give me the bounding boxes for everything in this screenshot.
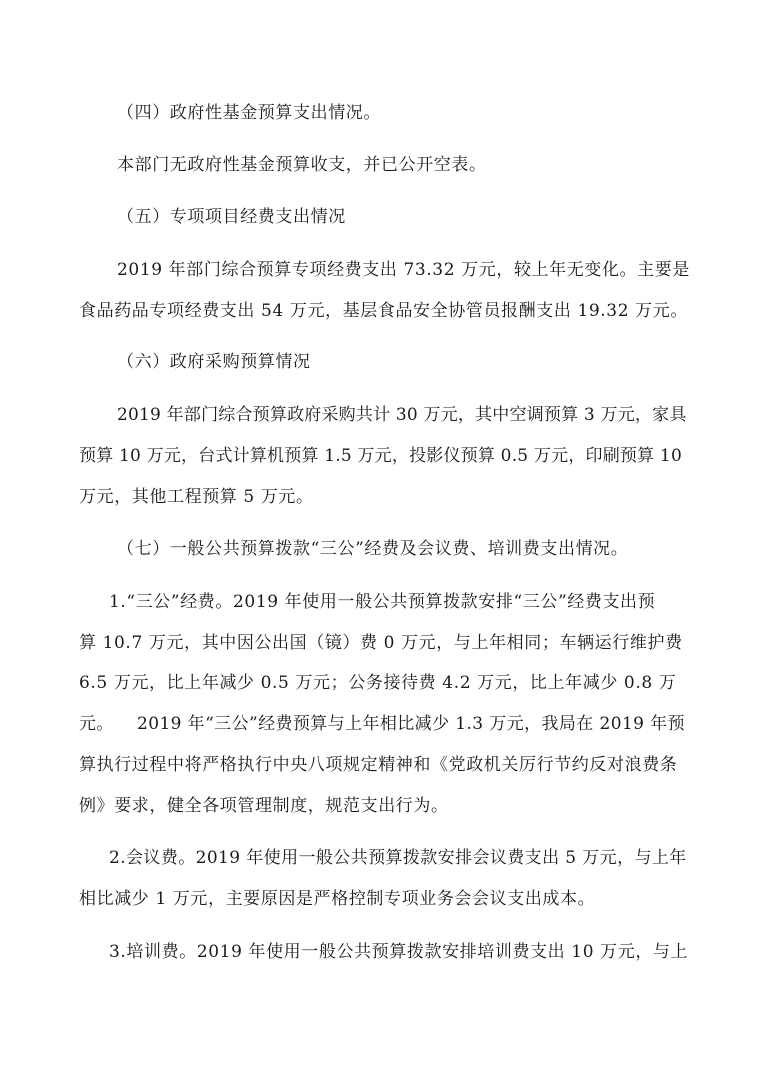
paragraph-line: 1.“三公”经费。2019 年使用一般公共预算拨款安排“三公”经费支出预 (109, 592, 656, 612)
paragraph-line: 算 10.7 万元，其中因公出国（镜）费 0 万元，与上年相同；车辆运行维护费 (79, 633, 683, 653)
paragraph-line: 元。 2019 年“三公”经费预算与上年相比减少 1.3 万元，我局在 2019 年预 (79, 714, 685, 734)
section-heading-government-fund: （四）政府性基金预算支出情况。 (117, 103, 381, 123)
section-heading-procurement: （六）政府采购预算情况 (117, 352, 311, 372)
paragraph-line: 2019 年部门综合预算政府采购共计 30 万元，其中空调预算 3 万元，家具 (117, 405, 687, 425)
paragraph-line: 食品药品专项经费支出 54 万元，基层食品安全协管员报酬支出 19.32 万元。 (79, 301, 688, 321)
section-heading-three-public-expenses: （七）一般公共预算拨款“三公”经费及会议费、培训费支出情况。 (117, 539, 629, 559)
paragraph-line: 万元，其他工程预算 5 万元。 (79, 487, 314, 507)
paragraph-line: 相比减少 1 万元，主要原因是严格控制专项业务会会议支出成本。 (79, 889, 596, 909)
paragraph-line: 例》要求，健全各项管理制度，规范支出行为。 (79, 796, 449, 816)
paragraph-line: 2.会议费。2019 年使用一般公共预算拨款安排会议费支出 5 万元，与上年 (109, 848, 687, 868)
paragraph-line: 6.5 万元，比上年减少 0.5 万元；公务接待费 4.2 万元，比上年减少 0.8 万 (79, 673, 677, 693)
paragraph-line: 算执行过程中将严格执行中央八项规定精神和《党政机关厉行节约反对浪费条 (79, 755, 678, 775)
paragraph-line: 本部门无政府性基金预算收支，并已公开空表。 (117, 155, 487, 175)
paragraph-line: 预算 10 万元，台式计算机预算 1.5 万元，投影仪预算 0.5 万元，印刷预算 10 (79, 446, 682, 466)
section-heading-special-projects: （五）专项项目经费支出情况 (117, 207, 346, 227)
paragraph-line: 3.培训费。2019 年使用一般公共预算拨款安排培训费支出 10 万元，与上 (109, 942, 689, 962)
paragraph-line: 2019 年部门综合预算专项经费支出 73.32 万元，较上年无变化。主要是 (117, 260, 690, 280)
